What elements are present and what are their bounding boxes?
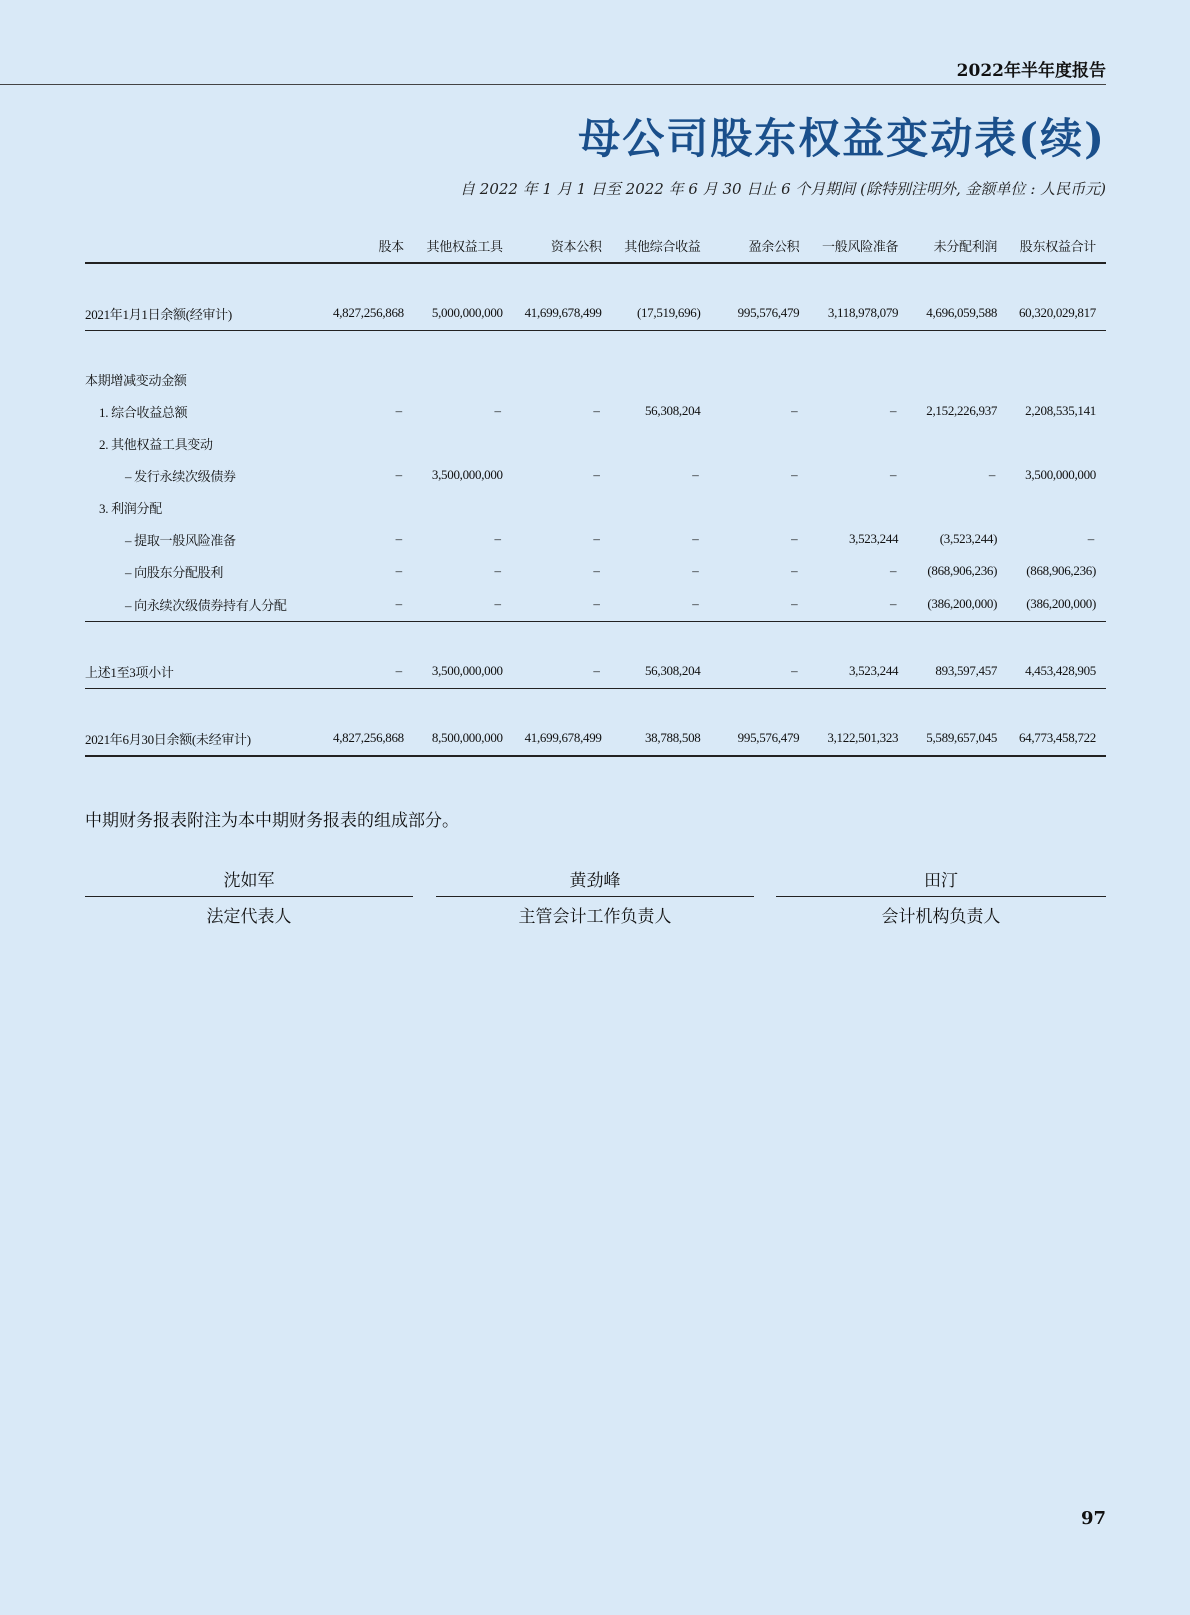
table-row	[85, 523, 1106, 555]
cell: –	[791, 403, 798, 418]
cell: 3,500,000,000	[414, 654, 513, 689]
cell: –	[1087, 531, 1094, 546]
cell: 2,208,535,141	[1025, 403, 1096, 418]
cell: –	[890, 563, 897, 578]
cell: –	[988, 467, 996, 482]
table-row-opening-balance	[85, 296, 1106, 331]
cell: –	[395, 403, 402, 418]
section-label: 本期增减变动金额	[85, 372, 187, 388]
cell: 3,523,244	[848, 531, 899, 546]
cell: 3,523,244	[809, 654, 908, 689]
cell: 56,308,204	[644, 403, 701, 418]
table-header-row	[85, 228, 1106, 263]
cell: –	[692, 467, 699, 482]
col-header: 盈余公积	[711, 228, 810, 263]
table-row-subtotal	[85, 654, 1106, 689]
cell: 38,788,508	[612, 721, 711, 756]
cell: –	[315, 587, 414, 622]
cell: 4,453,428,905	[1007, 654, 1106, 689]
cell: 5,000,000,000	[414, 296, 513, 331]
table-row	[85, 395, 1106, 427]
signature-block-accounting-dept	[776, 866, 1106, 931]
cell: 64,773,458,722	[1007, 721, 1106, 756]
spacer-row	[85, 622, 1106, 655]
row-label: 2021年6月30日余额(未经审计)	[85, 721, 315, 756]
spacer-row	[85, 263, 1106, 296]
cell: –	[791, 467, 798, 482]
signature-role: 主管会计工作负责人	[518, 907, 672, 927]
cell: –	[494, 563, 501, 578]
cell: –	[593, 403, 600, 418]
spacer-row	[85, 331, 1106, 364]
header-rule	[0, 84, 1106, 85]
cell: (868,906,236)	[1026, 563, 1096, 578]
cell: 41,699,678,499	[513, 721, 612, 756]
signature-name: 沈如军	[85, 866, 413, 897]
signature-role: 法定代表人	[206, 907, 292, 927]
col-header: 其他权益工具	[414, 228, 513, 263]
cell: –	[494, 531, 501, 546]
row-label: 1. 综合收益总额	[99, 404, 188, 420]
table-row	[85, 587, 1106, 622]
cell: –	[395, 467, 402, 482]
page-title: 母公司股东权益变动表(续)	[578, 114, 1106, 163]
signature-name: 田汀	[776, 866, 1106, 897]
row-label: – 向永续次级债券持有人分配	[85, 587, 315, 622]
cell: 4,827,256,868	[315, 296, 414, 331]
equity-statement-table	[85, 228, 1106, 757]
cell: –	[711, 587, 810, 622]
cell: (3,523,244)	[939, 531, 998, 546]
cell: 3,500,000,000	[1025, 467, 1096, 482]
cell: 8,500,000,000	[414, 721, 513, 756]
col-header: 其他综合收益	[612, 228, 711, 263]
row-label: 2. 其他权益工具变动	[99, 436, 213, 452]
cell: –	[692, 563, 699, 578]
row-label: – 发行永续次级债券	[125, 468, 236, 484]
col-header: 未分配利润	[908, 228, 1007, 263]
cell: 3,118,978,079	[809, 296, 908, 331]
col-header: 股本	[315, 228, 414, 263]
signature-block-accounting-head	[436, 866, 754, 931]
header-blank	[85, 228, 315, 263]
cell: 995,576,479	[711, 296, 810, 331]
table-row	[85, 459, 1106, 491]
cell: 4,827,256,868	[315, 721, 414, 756]
cell: –	[890, 467, 897, 482]
signature-name: 黄劲峰	[436, 866, 754, 897]
table-row-section	[85, 363, 1106, 395]
cell: –	[711, 654, 810, 689]
cell: –	[315, 654, 414, 689]
cell: –	[593, 467, 600, 482]
cell: –	[513, 587, 612, 622]
row-label: 上述1至3项小计	[85, 654, 315, 689]
page-number: 97	[1080, 1508, 1106, 1529]
cell: (17,519,696)	[612, 296, 711, 331]
col-header: 一般风险准备	[809, 228, 908, 263]
cell: –	[612, 587, 711, 622]
table-row	[85, 427, 1106, 459]
cell: 56,308,204	[612, 654, 711, 689]
cell: –	[395, 563, 402, 578]
row-label: 2021年1月1日余额(经审计)	[85, 296, 315, 331]
table-row-closing-balance	[85, 721, 1106, 756]
row-label: – 向股东分配股利	[125, 564, 224, 580]
signature-role: 会计机构负责人	[881, 907, 1001, 927]
table-row	[85, 491, 1106, 523]
cell: –	[791, 531, 798, 546]
cell: 41,699,678,499	[513, 296, 612, 331]
cell: 5,589,657,045	[908, 721, 1007, 756]
cell: –	[809, 587, 908, 622]
cell: –	[414, 587, 513, 622]
cell: –	[593, 563, 600, 578]
cell: –	[692, 531, 699, 546]
col-header: 股东权益合计	[1007, 228, 1106, 263]
cell: –	[593, 531, 600, 546]
cell: –	[791, 563, 798, 578]
period-subtitle: 自 2022 年 1 月 1 日至 2022 年 6 月 30 日止 6 个月期间 (除特别注明外, 金额单位 : 人民币元)	[460, 180, 1106, 198]
cell: 995,576,479	[711, 721, 810, 756]
row-label: 3. 利润分配	[99, 500, 162, 516]
signature-block-legal-rep	[85, 866, 413, 931]
cell: 893,597,457	[908, 654, 1007, 689]
cell: 2,152,226,937	[926, 403, 998, 418]
report-header-title: 2022年半年度报告	[956, 61, 1106, 81]
spacer-row	[85, 689, 1106, 722]
cell: (386,200,000)	[908, 587, 1007, 622]
cell: (868,906,236)	[927, 563, 998, 578]
cell: –	[494, 403, 501, 418]
cell: 3,500,000,000	[431, 467, 503, 482]
footnote: 中期财务报表附注为本中期财务报表的组成部分。	[85, 811, 459, 831]
col-header: 资本公积	[513, 228, 612, 263]
cell: –	[513, 654, 612, 689]
table-row	[85, 555, 1106, 587]
cell: –	[890, 403, 897, 418]
cell: 60,320,029,817	[1007, 296, 1106, 331]
row-label: – 提取一般风险准备	[125, 532, 236, 548]
cell: 4,696,059,588	[908, 296, 1007, 331]
cell: 3,122,501,323	[809, 721, 908, 756]
cell: –	[395, 531, 402, 546]
cell: (386,200,000)	[1007, 587, 1106, 622]
